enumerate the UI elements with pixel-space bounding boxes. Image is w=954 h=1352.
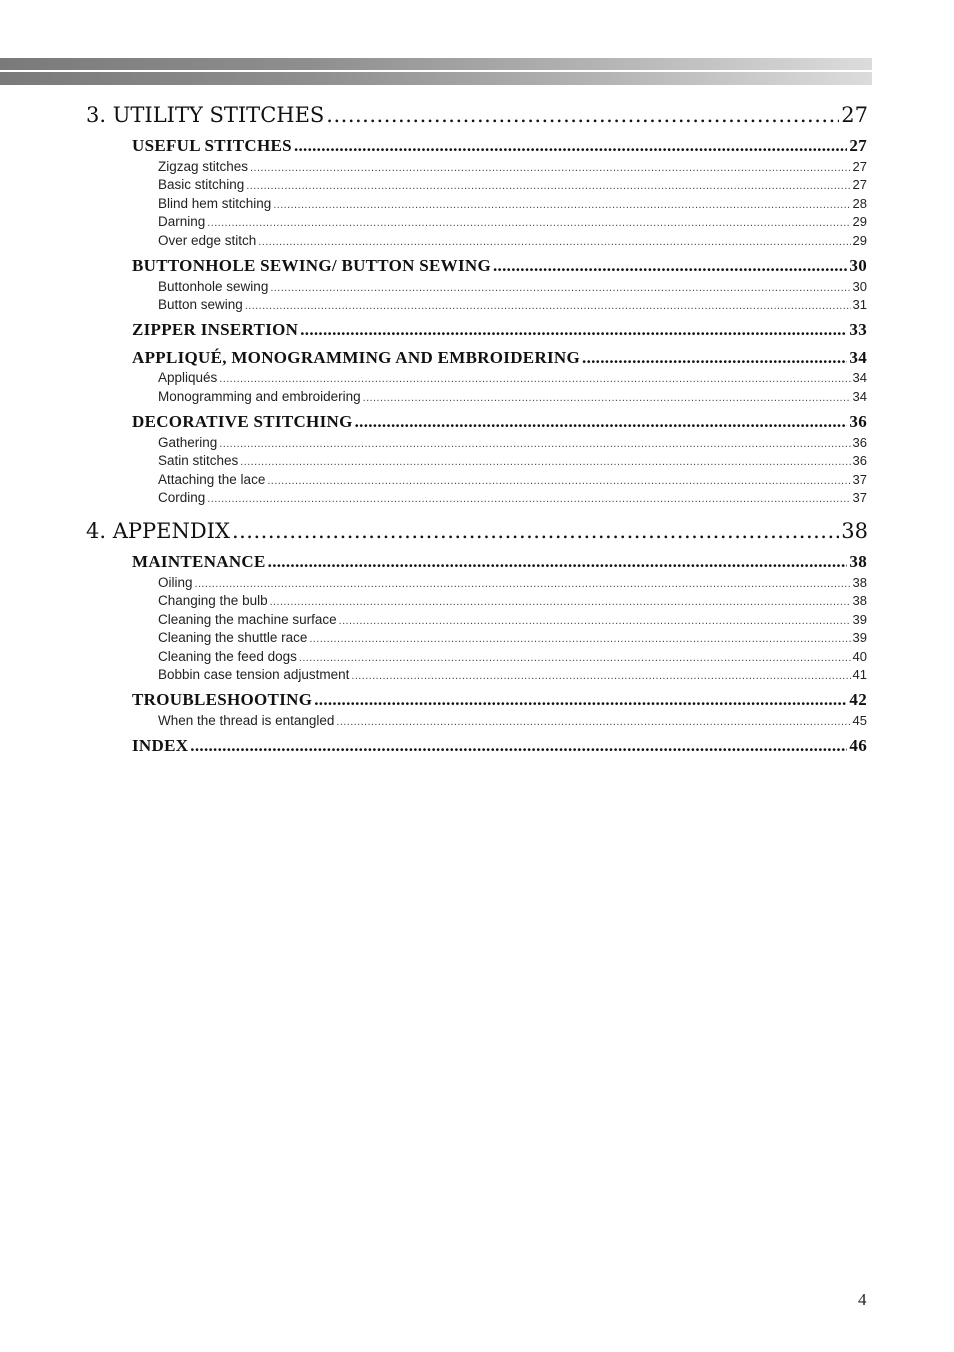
toc-item-page: 39 [852, 630, 867, 645]
toc-item[interactable] [158, 233, 867, 249]
toc-item-page: 38 [852, 575, 867, 590]
toc-subsection-page: 27 [849, 136, 867, 155]
toc-item[interactable] [158, 177, 867, 193]
toc-section-title: 4. APPENDIX [86, 519, 230, 543]
toc-item-page: 27 [852, 177, 867, 192]
toc-item-title: Monogramming and embroidering [158, 389, 361, 404]
toc-section-utility-stitches[interactable] [86, 103, 868, 129]
toc-item-page: 36 [852, 435, 867, 450]
toc-item-title: Zigzag stitches [158, 159, 249, 174]
toc-item-title: Over edge stitch [158, 233, 257, 248]
toc-subsection-applique[interactable] [132, 348, 867, 368]
page-number: 4 [858, 1290, 867, 1309]
toc-subsection-title: TROUBLESHOOTING [132, 690, 313, 709]
toc-subsection-title: INDEX [132, 736, 189, 755]
toc-subsection-title: ZIPPER INSERTION [132, 320, 299, 339]
toc-item-title: Gathering [158, 435, 218, 450]
toc-section-appendix[interactable] [86, 519, 868, 545]
toc-section-title: 3. UTILITY STITCHES [86, 103, 325, 127]
toc-item[interactable] [158, 667, 867, 683]
toc-subsection-useful-stitches[interactable] [132, 136, 867, 156]
toc-item-page: 34 [852, 389, 867, 404]
toc-item[interactable] [158, 630, 867, 646]
toc-item[interactable] [158, 649, 867, 665]
toc-item-page: 40 [852, 649, 867, 664]
toc-subsection-troubleshooting[interactable] [132, 690, 867, 710]
toc-subsection-title: DECORATIVE STITCHING [132, 412, 353, 431]
toc-item-title: Blind hem stitching [158, 196, 272, 211]
toc-item[interactable] [158, 214, 867, 230]
toc-item[interactable] [158, 472, 867, 488]
toc-item-title: Cleaning the feed dogs [158, 649, 297, 664]
toc-item-title: Satin stitches [158, 453, 239, 468]
toc-item-title: Buttonhole sewing [158, 279, 269, 294]
toc-item[interactable] [158, 453, 867, 469]
toc-item-page: 30 [852, 279, 867, 294]
toc-item[interactable] [158, 370, 867, 386]
toc-section-page: 38 [841, 519, 868, 543]
toc-subsection-title: MAINTENANCE [132, 552, 266, 571]
toc-subsection-zipper-insertion[interactable] [132, 320, 867, 340]
toc-subsection-title: USEFUL STITCHES [132, 136, 292, 155]
toc-item[interactable] [158, 435, 867, 451]
toc-item-page: 37 [852, 472, 867, 487]
toc-subsection-buttonhole-sewing[interactable] [132, 256, 867, 276]
toc-item-page: 27 [852, 159, 867, 174]
toc-item-title: Bobbin case tension adjustment [158, 667, 350, 682]
toc-subsection-page: 30 [849, 256, 867, 275]
toc-subsection-decorative-stitching[interactable] [132, 412, 867, 432]
toc-item-title: Attaching the lace [158, 472, 266, 487]
toc-item[interactable] [158, 297, 867, 313]
toc-subsection-page: 42 [849, 690, 867, 709]
toc-item-page: 37 [852, 490, 867, 505]
toc-subsection-page: 46 [849, 736, 867, 755]
toc-subsection-title: APPLIQUÉ, MONOGRAMMING AND EMBROIDERING [132, 348, 581, 367]
toc-item[interactable] [158, 490, 867, 506]
toc-subsection-index[interactable] [132, 736, 867, 756]
toc-item[interactable] [158, 279, 867, 295]
toc-item[interactable] [158, 389, 867, 405]
toc-item[interactable] [158, 713, 867, 729]
toc-item-title: Basic stitching [158, 177, 245, 192]
toc-item-title: When the thread is entangled [158, 713, 335, 728]
toc-item-page: 39 [852, 612, 867, 627]
header-stripe-top [0, 58, 872, 70]
toc-item-title: Changing the bulb [158, 593, 268, 608]
toc-item-page: 34 [852, 370, 867, 385]
toc-item-title: Cleaning the machine surface [158, 612, 337, 627]
toc-subsection-page: 33 [849, 320, 867, 339]
toc-item-title: Darning [158, 214, 206, 229]
toc-item-page: 41 [852, 667, 867, 682]
toc-section-page: 27 [841, 103, 868, 127]
toc-item-page: 36 [852, 453, 867, 468]
toc-item[interactable] [158, 593, 867, 609]
toc-item[interactable] [158, 159, 867, 175]
toc-subsection-maintenance[interactable] [132, 552, 867, 572]
toc-item-title: Button sewing [158, 297, 243, 312]
toc-item-title: Oiling [158, 575, 193, 590]
toc-item[interactable] [158, 612, 867, 628]
toc-subsection-title: BUTTONHOLE SEWING/ BUTTON SEWING [132, 256, 491, 275]
toc-item-title: Cleaning the shuttle race [158, 630, 308, 645]
toc-item[interactable] [158, 575, 867, 591]
toc-item-page: 31 [852, 297, 867, 312]
toc-subsection-page: 34 [849, 348, 867, 367]
toc-item-page: 38 [852, 593, 867, 608]
toc-item-title: Cording [158, 490, 206, 505]
toc-item-page: 29 [852, 233, 867, 248]
toc-item-page: 28 [852, 196, 867, 211]
header-stripe-bottom [0, 72, 872, 85]
toc-subsection-page: 36 [849, 412, 867, 431]
toc-item[interactable] [158, 196, 867, 212]
toc-item-page: 45 [852, 713, 867, 728]
toc-item-title: Appliqués [158, 370, 218, 385]
toc-item-page: 29 [852, 214, 867, 229]
toc-subsection-page: 38 [849, 552, 867, 571]
